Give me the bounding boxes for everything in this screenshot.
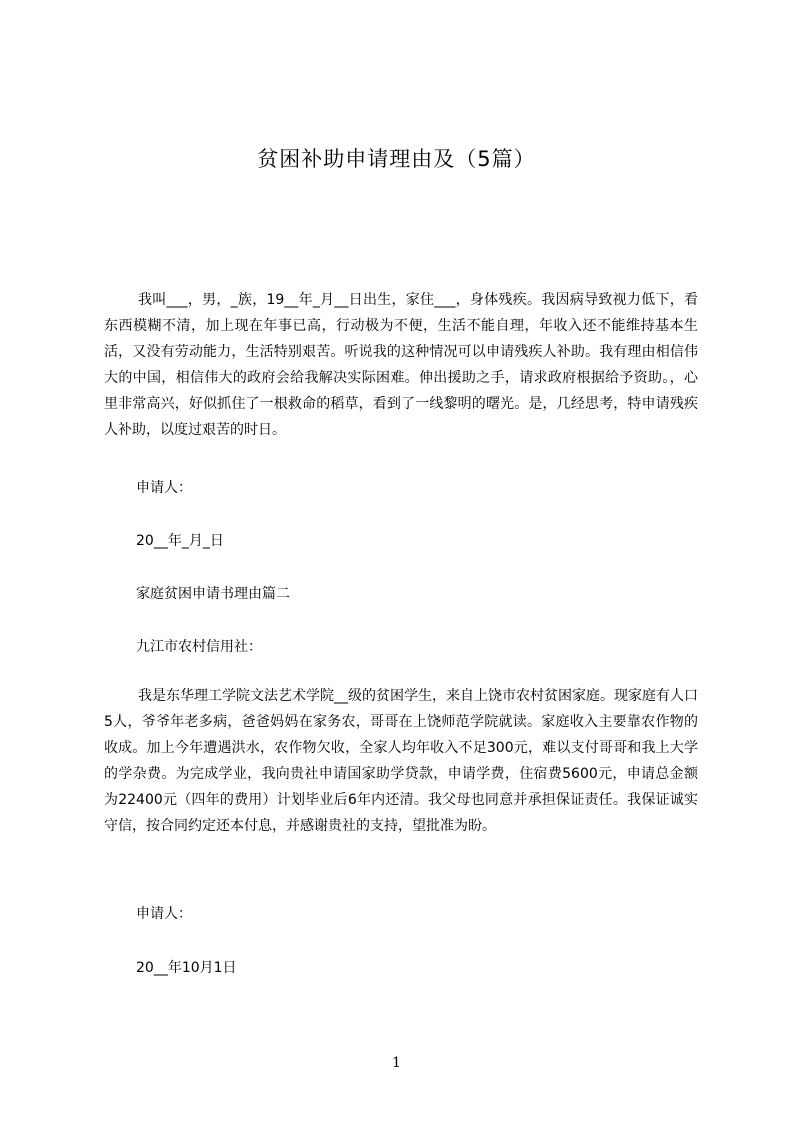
section-2-heading: 家庭贫困申请书理由篇二 xyxy=(136,586,290,602)
body-paragraph-1: 我叫___，男，_族，19__年_月__日出生，家住___，身体残疾。我因病导致视力低下，看东西模糊不清，加上现在年事已高，行动极为不便，生活不能自理，年收入还不能维持基本生活，又没有劳动能力，生活特别艰苦。听说我的这种情况可以申请残疾人补助。我有理由相信伟大的中国，相信伟大的政府会给我解决实际困难。伸出援助之手，请求政府根据给予资助。，心里非常高兴，好似抓住了一根救命的稻草，看到了一线黎明的曙光。是，几经思考，特申请残疾人补助，以度过艰苦的时日。 xyxy=(104,292,698,438)
applicant-label-2: 申请人： xyxy=(136,906,192,922)
document-title: 贫困补助申请理由及（5篇） xyxy=(257,147,536,171)
page-number: 1 xyxy=(392,1055,401,1071)
date-line-2: 20__年10月1日 xyxy=(136,960,237,976)
addressee-line: 九江市农村信用社： xyxy=(136,639,262,655)
body-paragraph-2: 我是东华理工学院文法艺术学院__级的贫困学生，来自上饶市农村贫困家庭。现家庭有人口5人，爷爷年老多病，爸爸妈妈在家务农，哥哥在上饶师范学院就读。家庭收入主要靠农作物的收成。加上今年遭遇洪水，农作物欠收，全家人均年收入不足300元，难以支付哥哥和我上大学的学杂费。为完成学业，我向贵社申请国家助学贷款，申请学费，住宿费5600元，申请总金额为22400元（四年的费用）计划毕业后6年内还清。我父母也同意并承担保证责任。我保证诚实守信，按合同约定还本付息，并感谢贵社的支持，望批准为盼。 xyxy=(104,688,698,834)
applicant-label-1: 申请人： xyxy=(136,480,192,496)
date-line-1: 20__年_月_日 xyxy=(136,533,224,549)
